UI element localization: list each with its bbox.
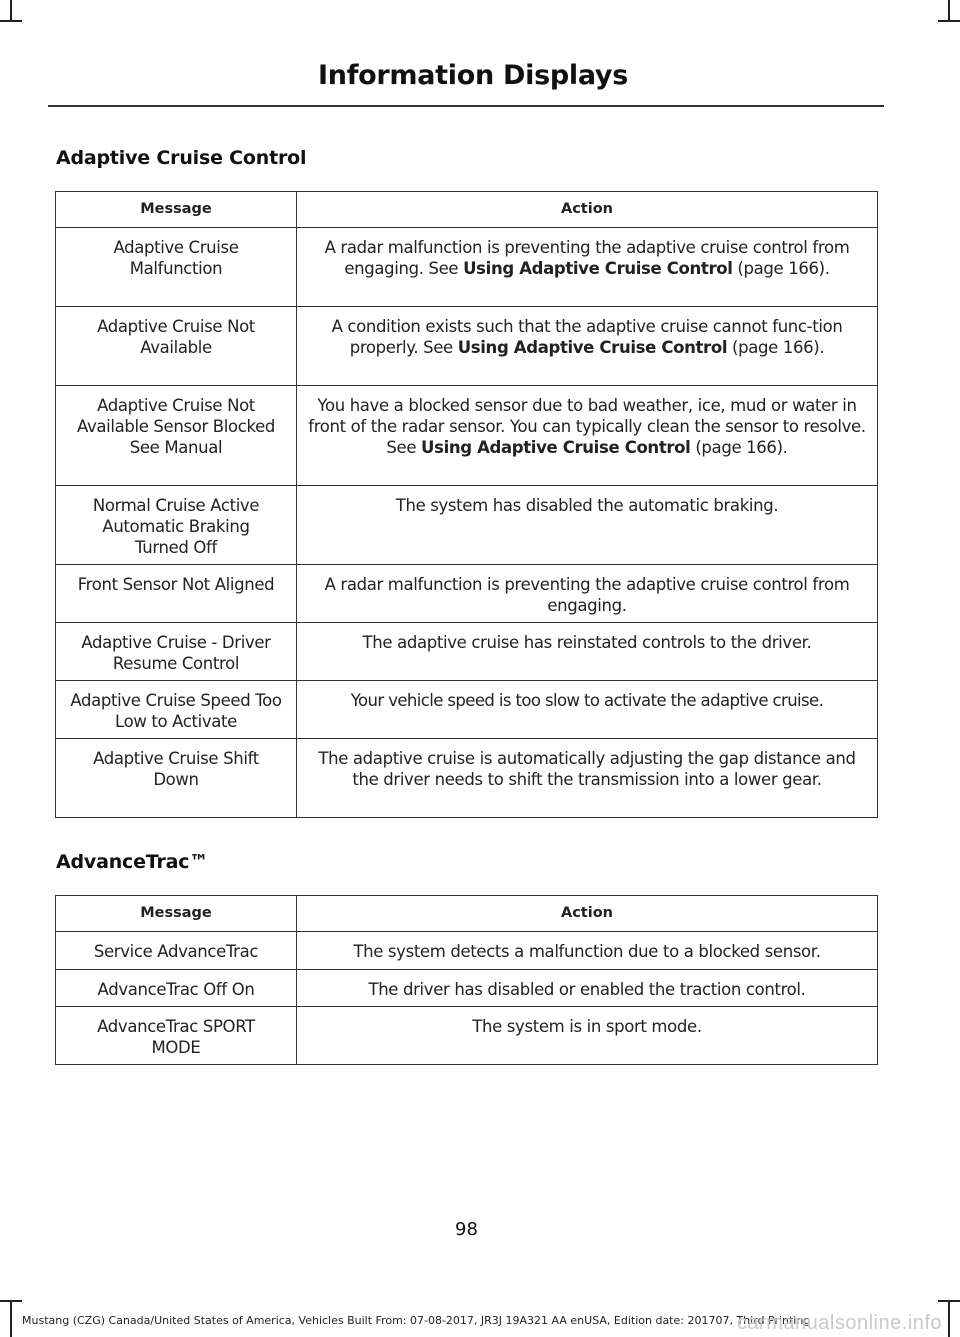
action-cell: The system is in sport mode. — [297, 1007, 878, 1065]
action-cell: A radar malfunction is preventing the adaptive cruise control from engaging. — [297, 565, 878, 623]
table-row — [56, 623, 878, 681]
action-cell — [297, 228, 878, 307]
watermark: carmanualsonline.info — [736, 1312, 942, 1334]
cross-reference-link[interactable]: Using Adaptive Cruise Control — [463, 259, 733, 278]
cross-reference-link[interactable]: Using Adaptive Cruise Control — [457, 338, 728, 357]
message-cell: AdvanceTrac SPORT MODE — [56, 1007, 297, 1065]
crop-mark — [0, 20, 22, 22]
page-reference: (page 166). — [690, 438, 788, 457]
crop-mark — [938, 20, 960, 22]
table-row — [56, 681, 878, 739]
action-cell — [297, 307, 878, 386]
action-cell: Your vehicle speed is too slow to activate the adaptive cruise. — [297, 681, 878, 739]
message-cell: Adaptive Cruise Not Available Sensor Blocked See Manual — [56, 386, 297, 486]
crop-mark — [10, 0, 12, 22]
action-cell: The driver has disabled or enabled the traction control. — [297, 970, 878, 1007]
message-cell: AdvanceTrac Off On — [56, 970, 297, 1007]
column-header-message: Message — [56, 192, 297, 228]
action-cell: The adaptive cruise has reinstated controls to the driver. — [297, 623, 878, 681]
table-row — [56, 386, 878, 486]
table-row — [56, 565, 878, 623]
action-cell — [297, 386, 878, 486]
crop-mark — [948, 1300, 950, 1337]
message-cell: Adaptive Cruise Not Available — [56, 307, 297, 386]
cross-reference-link[interactable]: Using Adaptive Cruise Control — [421, 438, 691, 457]
action-text: A condition exists such that the adaptive cruise cannot func-tion properly. See — [331, 317, 843, 357]
section-heading-advancetrac: AdvanceTrac™ — [56, 851, 209, 873]
page-reference: (page 166). — [732, 259, 830, 278]
table-row — [56, 932, 878, 970]
message-cell: Adaptive Cruise Speed Too Low to Activate — [56, 681, 297, 739]
crop-mark — [10, 1300, 12, 1337]
action-cell: The system detects a malfunction due to a blocked sensor. — [297, 932, 878, 970]
message-cell: Adaptive Cruise Shift Down — [56, 739, 297, 818]
table-row — [56, 739, 878, 818]
table-row — [56, 307, 878, 386]
table-header-row — [56, 896, 878, 932]
page-title: Information Displays — [318, 60, 628, 91]
crop-mark — [938, 1300, 960, 1302]
column-header-action: Action — [297, 192, 878, 228]
crop-mark — [948, 0, 950, 22]
page-number: 98 — [455, 1219, 478, 1240]
section-heading-adaptive-cruise: Adaptive Cruise Control — [56, 147, 307, 169]
message-cell: Front Sensor Not Aligned — [56, 565, 297, 623]
action-cell: The adaptive cruise is automatically adjusting the gap distance and the driver needs to shift the transmission into a lower gear. — [297, 739, 878, 818]
column-header-action: Action — [297, 896, 878, 932]
message-cell: Normal Cruise Active Automatic Braking Turned Off — [56, 486, 297, 565]
footer-text: Mustang (CZG) Canada/United States of America, Vehicles Built From: 07-08-2017, JR3J 19A321 AA enUSA, Edition date: 201707, Third Printing — [22, 1314, 811, 1327]
adaptive-cruise-table — [55, 191, 878, 818]
header-rule — [48, 105, 884, 107]
table-header-row — [56, 192, 878, 228]
table-row — [56, 970, 878, 1007]
message-cell: Service AdvanceTrac — [56, 932, 297, 970]
table-row — [56, 1007, 878, 1065]
message-cell: Adaptive Cruise Malfunction — [56, 228, 297, 307]
action-text: You have a blocked sensor due to bad weather, ice, mud or water in front of the radar sensor. You can typically clean the sensor to resolve. See — [308, 396, 866, 457]
action-text: A radar malfunction is preventing the adaptive cruise control from engaging. See — [324, 238, 850, 278]
column-header-message: Message — [56, 896, 297, 932]
table-row — [56, 228, 878, 307]
advancetrac-table — [55, 895, 878, 1065]
page-reference: (page 166). — [727, 338, 825, 357]
crop-mark — [0, 1300, 22, 1302]
table-row — [56, 486, 878, 565]
action-cell: The system has disabled the automatic braking. — [297, 486, 878, 565]
message-cell: Adaptive Cruise - Driver Resume Control — [56, 623, 297, 681]
